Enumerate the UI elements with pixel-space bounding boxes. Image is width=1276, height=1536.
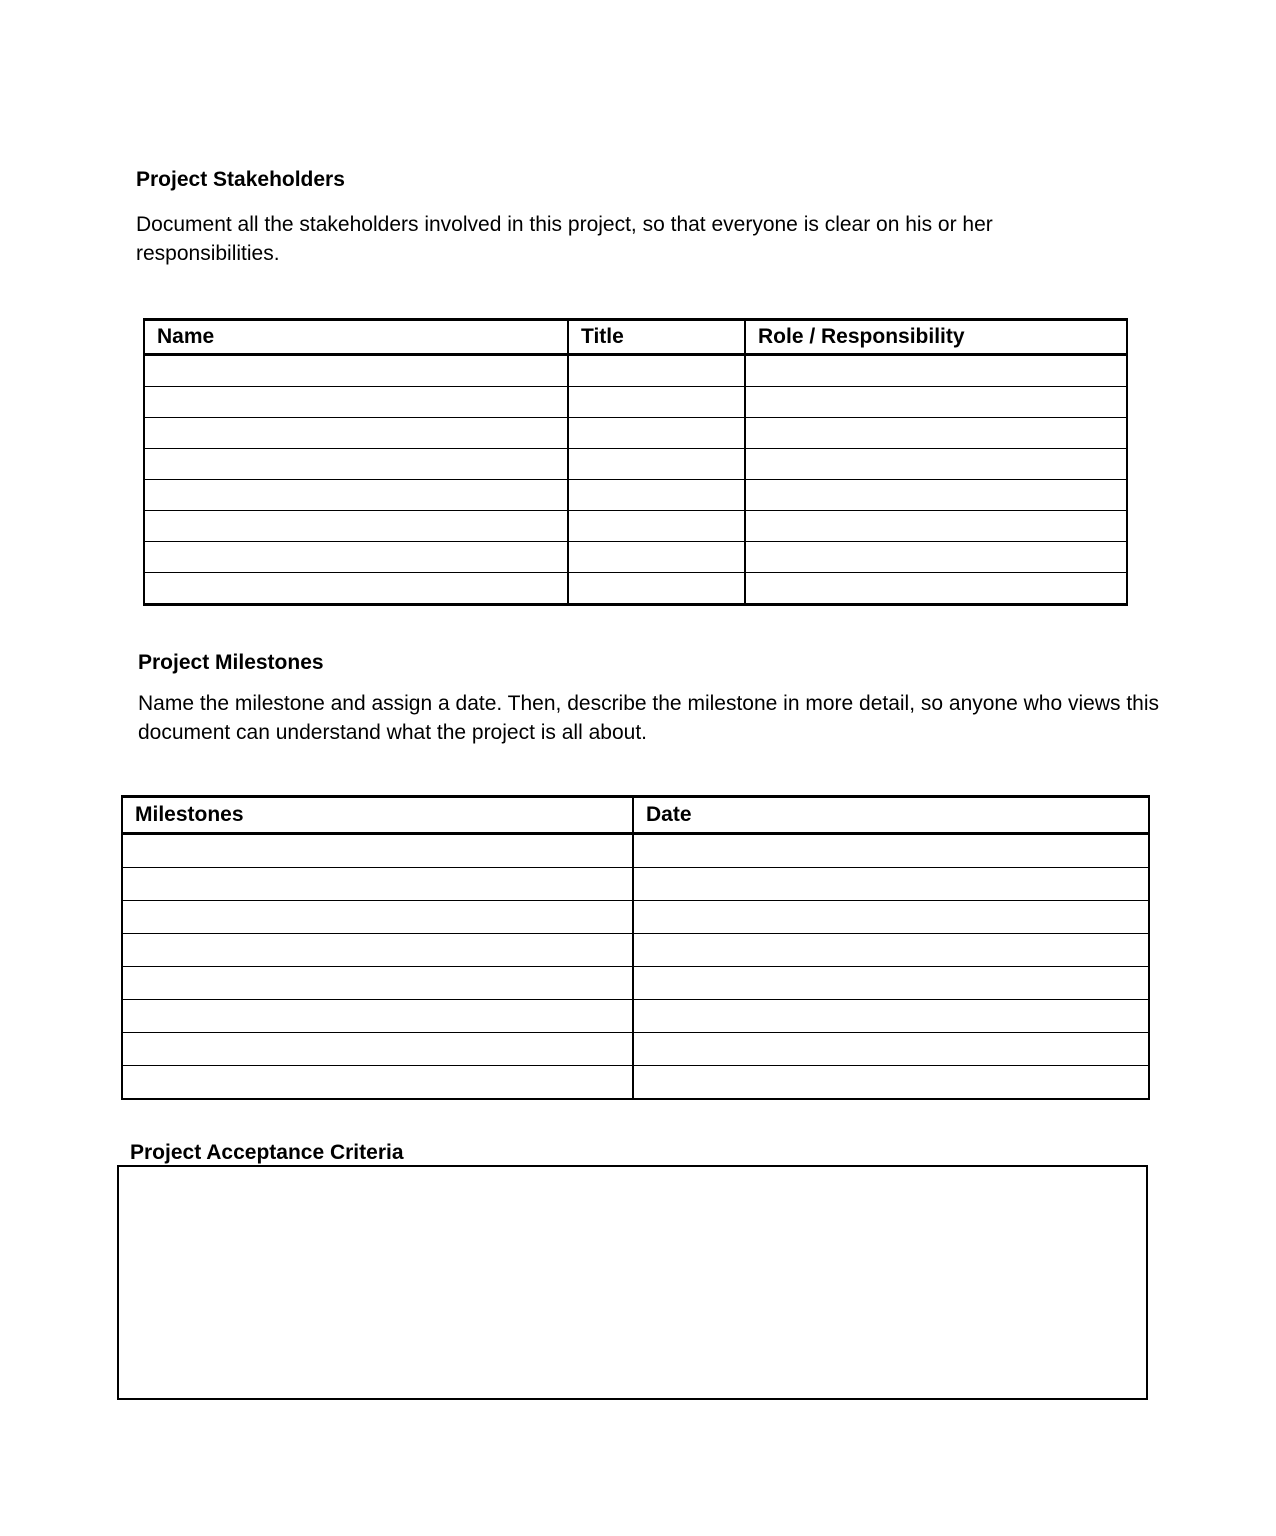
column-header-name: Name [144, 320, 568, 355]
milestone-row [122, 868, 1149, 901]
milestone-row [122, 901, 1149, 934]
milestones-table [121, 795, 1150, 1100]
table-cell[interactable] [568, 418, 745, 449]
milestone-row [122, 1000, 1149, 1033]
column-header-title: Title [568, 320, 745, 355]
table-cell[interactable] [633, 1066, 1149, 1100]
milestones-description: Name the milestone and assign a date. Then, describe the milestone in more detail, so anyone who views this document can understand what the project is all about. [138, 692, 1160, 744]
table-cell[interactable] [122, 967, 633, 1000]
stakeholders-header-row [144, 320, 1127, 355]
table-cell[interactable] [745, 480, 1127, 511]
table-cell[interactable] [144, 355, 568, 387]
table-cell[interactable] [633, 901, 1149, 934]
table-cell[interactable] [144, 511, 568, 542]
table-cell[interactable] [144, 449, 568, 480]
table-cell[interactable] [745, 418, 1127, 449]
milestone-row [122, 834, 1149, 868]
table-cell[interactable] [633, 967, 1149, 1000]
stakeholder-row [144, 355, 1127, 387]
table-cell[interactable] [144, 418, 568, 449]
table-cell[interactable] [633, 1000, 1149, 1033]
table-cell[interactable] [633, 1033, 1149, 1066]
table-cell[interactable] [122, 934, 633, 967]
table-cell[interactable] [122, 901, 633, 934]
acceptance-heading: Project Acceptance Criteria [130, 1141, 404, 1164]
milestone-row [122, 934, 1149, 967]
table-cell[interactable] [568, 355, 745, 387]
column-header-date: Date [633, 797, 1149, 834]
table-cell[interactable] [122, 1033, 633, 1066]
milestones-heading: Project Milestones [138, 651, 324, 674]
table-cell[interactable] [633, 934, 1149, 967]
table-cell[interactable] [144, 573, 568, 605]
table-cell[interactable] [568, 511, 745, 542]
stakeholders-body [144, 355, 1127, 605]
stakeholder-row [144, 418, 1127, 449]
stakeholders-description: Document all the stakeholders involved in this project, so that everyone is clear on his or her responsibilities. [136, 213, 993, 265]
milestone-row [122, 1033, 1149, 1066]
table-cell[interactable] [568, 449, 745, 480]
table-cell[interactable] [144, 542, 568, 573]
milestone-row [122, 967, 1149, 1000]
table-cell[interactable] [122, 834, 633, 868]
table-cell[interactable] [745, 573, 1127, 605]
table-cell[interactable] [144, 480, 568, 511]
stakeholder-row [144, 480, 1127, 511]
milestone-row [122, 1066, 1149, 1100]
table-cell[interactable] [745, 511, 1127, 542]
table-cell[interactable] [568, 387, 745, 418]
stakeholder-row [144, 387, 1127, 418]
table-cell[interactable] [633, 834, 1149, 868]
table-cell[interactable] [568, 542, 745, 573]
stakeholders-heading: Project Stakeholders [136, 168, 345, 191]
stakeholder-row [144, 449, 1127, 480]
table-cell[interactable] [144, 387, 568, 418]
table-cell[interactable] [568, 480, 745, 511]
table-cell[interactable] [633, 868, 1149, 901]
stakeholder-row [144, 511, 1127, 542]
table-cell[interactable] [122, 868, 633, 901]
table-cell[interactable] [122, 1000, 633, 1033]
milestones-body [122, 834, 1149, 1100]
table-cell[interactable] [745, 355, 1127, 387]
stakeholder-row [144, 542, 1127, 573]
table-cell[interactable] [122, 1066, 633, 1100]
milestones-header-row [122, 797, 1149, 834]
table-cell[interactable] [745, 387, 1127, 418]
acceptance-criteria-box[interactable] [117, 1165, 1148, 1400]
table-cell[interactable] [745, 542, 1127, 573]
table-cell[interactable] [745, 449, 1127, 480]
column-header-milestones: Milestones [122, 797, 633, 834]
stakeholders-table [143, 318, 1128, 606]
column-header-role: Role / Responsibility [745, 320, 1127, 355]
table-cell[interactable] [568, 573, 745, 605]
stakeholder-row [144, 573, 1127, 605]
